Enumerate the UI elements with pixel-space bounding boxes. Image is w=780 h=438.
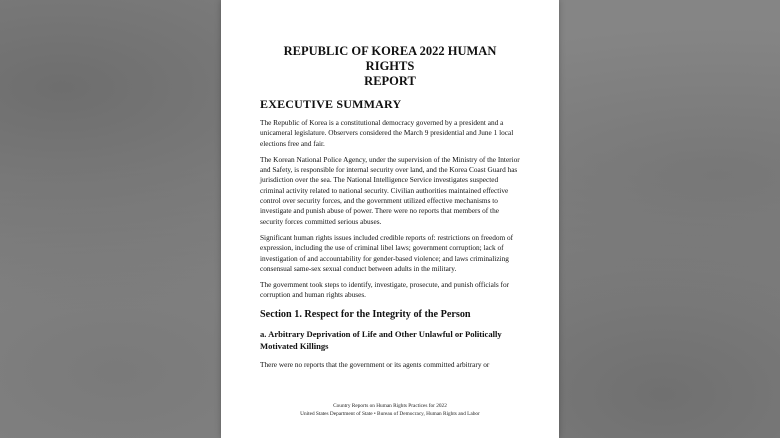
- subsection-a-heading: [260, 328, 520, 353]
- report-title-line1: REPUBLIC OF KOREA 2022 HUMAN RIGHTS: [283, 44, 497, 73]
- subsection-a-text: There were no reports that the government or its agents committed arbitrary or: [260, 359, 490, 369]
- subsection-a-heading-line2: Motivated Killings: [260, 341, 329, 352]
- document-page: [221, 0, 559, 438]
- paragraph-1: The Republic of Korea is a constitutional democracy governed by a president and a unicameral legislature. Observers considered the March 9 presidential and June 1 local elections free and fair.: [260, 118, 514, 148]
- footer-line-2: United States Department of State • Bureau of Democracy, Human Rights and Labor: [300, 410, 480, 417]
- footer-line-1: Country Reports on Human Rights Practices for 2022: [333, 403, 447, 409]
- subsection-a-heading-line1: a. Arbitrary Deprivation of Life and Other Unlawful or Politically: [260, 328, 502, 339]
- executive-summary-heading: EXECUTIVE SUMMARY: [260, 97, 402, 111]
- report-title-line2: REPORT: [364, 74, 416, 88]
- section-1-heading: Section 1. Respect for the Integrity of the Person: [260, 308, 471, 320]
- page-content: [260, 44, 520, 376]
- page-footer: [221, 403, 559, 418]
- report-title: [260, 44, 520, 89]
- paragraph-4: The government took steps to identify, investigate, prosecute, and punish officials for corruption and human rights abuses.: [260, 280, 510, 300]
- paragraph-2: The Korean National Police Agency, under the supervision of the Ministry of the Interior and Safety, is responsible for internal security over land, and the Korea Coast Guard has jurisdiction over the sea. The National Intelligence Service investigates suspected criminal activity related to national security. Civilian authorities maintained effective control over security forces, and the government utilized effective mechanisms to investigate and punish abuse of power. There were no reports that members of the security forces committed serious abuses.: [260, 154, 520, 226]
- paragraph-3: Significant human rights issues included credible reports of: restrictions on freedom of expression, including the use of criminal libel laws; government corruption; lack of investigation of and accountability for gender-based violence; and laws criminalizing consensual same-sex sexual conduct between adults in the military.: [260, 232, 514, 273]
